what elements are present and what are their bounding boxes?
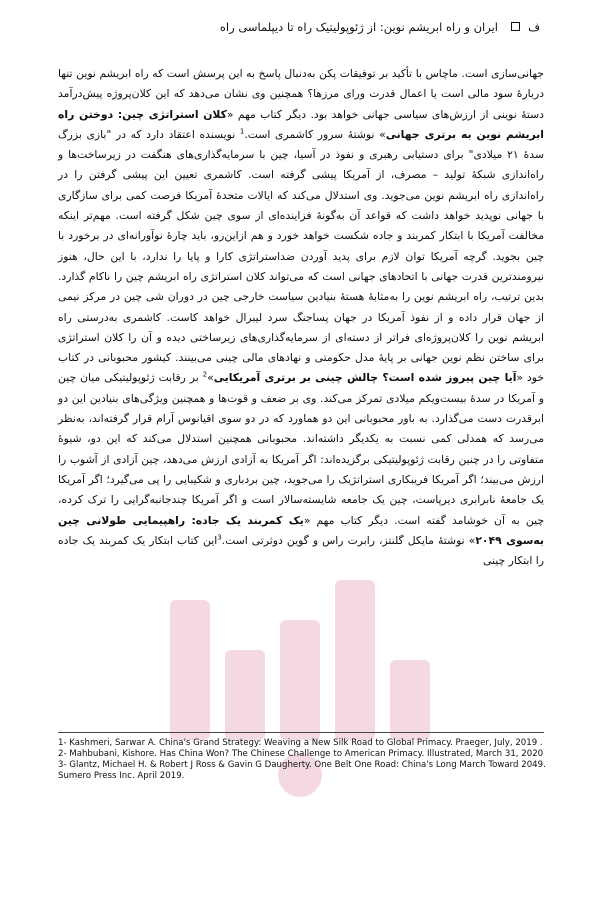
running-header bbox=[60, 18, 540, 40]
footnote-2: 2- Mahbubani, Kishore. Has China Won? The Chinese Challenge to American Primacy. Illustrated, March 31, 2020 bbox=[58, 749, 544, 759]
text-run: » نوشتهٔ مایکل گلنتز، رابرت راس و گوین دوثرتی است. bbox=[221, 533, 476, 547]
book-title-kashmeri: کلان استراتژی چین: دوختن راه ابریشم نوین به برتری جهانی bbox=[58, 107, 544, 141]
text-run: بر رقابت ژئوپولیتیکی میان چین و آمریکا در سدهٔ بیست‌ویکم میلادی تمرکز می‌کند. وی بر ضعف و قوت‌ها و همچنین ویژگی‌های بنیادین این دو ابرقدرت دست می‌گذارد. به باور محبوبانی این دو هماورد که در دو سوی اقیانوس آرام قرار گرفته‌اند، به‌نظر می‌رسد که همدلی کمی نسبت به یکدیگر داشته‌اند. محبوبانی همچنین استدلال می‌کند که این دو، شیوهٔ متفاوتی را در چنین رقابت ژئوپولیتیکی برگزیده‌اند: اگر آمریکا به آزادی ارزش می‌دهد، چین آزادی از آشوب را ارزش می‌بیند؛ اگر آمریکا فریبکاری استراتژیک را می‌جوید، چین بردباری و شکیبایی را پی می‌گیرد؛ اگر آمریکا یک جامعهٔ نابرابری دیرپاست، چین یک جامعه شایسته‌سالار است و اگر آمریکا چندجانبه‌گرایی را ترک کرده، چین به آن خوشامد گفته است. دیگر کتاب مهم « bbox=[58, 371, 544, 527]
footnote-divider bbox=[58, 732, 544, 733]
footnotes bbox=[58, 738, 546, 782]
text-run: نویسنده اعتقاد دارد که در "بازی بزرگ سدهٔ ۲۱ میلادی" برای دستیابی رهبری و نفوذ در آسیا، چین با سرمایه‌گذاری‌های هنگفت در زیرساخت‌ها و راه‌اندازی شبکهٔ تولید – مصرف، از آمریکا پیشی گرفته است. کاشمری تعیین این پیشی گرفتن را در راه‌اندازی راه ابریشم نوین می‌جوید. وی استدلال می‌کند که ایالات متحدهٔ آمریکا فرصت کمی برای سازگاری با جهانی نوپدید خواهد داشت که قواعد آن به‌گونهٔ فزاینده‌ای از سوی چین شکل گرفته است. مهم‌تر اینکه مخالفت آمریکا با ابتکار کمربند و جاده شکست خواهد خورد و هم ازاین‌رو، باید چارهٔ نوآورانه‌ای در برخورد با چین بجوید. گرچه آمریکا توان لازم برای پدید آوردن ضداستراتژی کارا و پایا را ندارد، با این حال، هنوز نیرومندترین قدرت جهانی با اتحادهای جهانی است که می‌تواند کلان استراتژی راه ابریشم چین را ناکام گذارد. بدین ترتیب، راه ابریشم نوین را به‌مثابهٔ هستهٔ بنیادین سیاست خارجی چین در دوران شی چین در مرکز نیمی از جهان قرار داده و از نفوذ آمریکا در جهان پساجنگ سرد لیبرال خواهد کاست. کاشمری به‌درستی راه ابریشم نوین را کلان‌پروژه‌ای فراتر از دسته‌ای از سرمایه‌گذاری‌های زیرساختی دیده و آن را کلان استراتژی برای ساختن نظم نوین جهانی بر پایهٔ مدل حکومتی و نهادهای مالی چینی می‌بینند. کیشور محبوبانی در کتاب خود « bbox=[58, 127, 544, 385]
body-text bbox=[58, 64, 544, 571]
text-run: » نوشتهٔ سرور کاشمری است. bbox=[244, 127, 386, 141]
text-run: جهانی‌سازی است. ماچاس با تأکید بر توفیقات پکن به‌دنبال پاسخ به این پرسش است که راه ابریشم نوین تنها دربارهٔ سود مالی است یا اعمال قدرت ورای مرزها؟ همچنین وی نشان می‌دهد که این کلان‌پروژه پیش‌درآمد دستهٔ نوینی از ارزش‌های سیاسی جهانی خواهد بود. دیگر کتاب مهم « bbox=[58, 67, 544, 121]
book-title-mahbubani: آیا چین پیروز شده است؟ چالش چینی بر برتری آمریکایی bbox=[213, 371, 517, 385]
book-title-glantz: یک کمربند یک جاده: راهپیمایی طولانی چین به‌سوی ۲۰۴۹ bbox=[58, 513, 544, 547]
body-paragraph bbox=[58, 64, 544, 571]
footnote-ref-3: 3 bbox=[217, 533, 222, 542]
text-run: » bbox=[207, 371, 214, 385]
footnote-1: 1- Kashmeri, Sarwar A. China's Grand Strategy: Weaving a New Silk Road to Global Primacy. Praeger, July, 2019 . bbox=[58, 738, 543, 748]
footnote-ref-2: 2 bbox=[202, 370, 208, 379]
square-bullet-icon bbox=[511, 22, 520, 31]
page-number: ف bbox=[528, 20, 540, 34]
footnote-3: 3- Glantz, Michael H. & Robert J Ross & Gavin G Daugherty. One Belt One Road: China's Long March Toward 2049. Sumero Press Inc. April 2019. bbox=[58, 760, 546, 781]
text-run: این کتاب ابتکار یک کمربند یک جاده را ابتکار چینی bbox=[58, 533, 544, 568]
running-title: ایران و راه ابریشم نوین: از ژئوپولیتیک راه تا دیپلماسی راه bbox=[219, 20, 498, 34]
footnote-ref-1: 1 bbox=[239, 127, 245, 136]
